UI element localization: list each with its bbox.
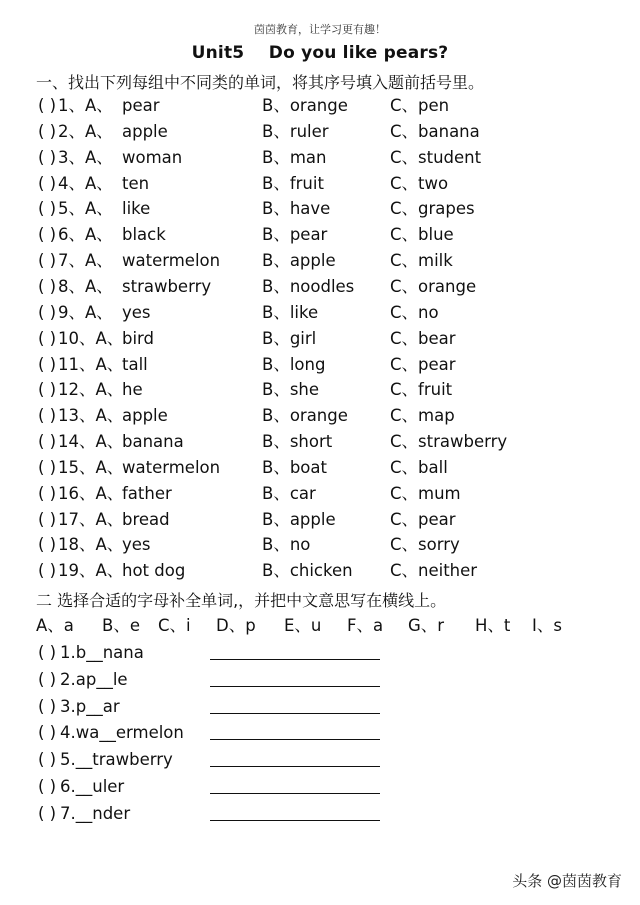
answer-paren: ( ) (38, 302, 57, 322)
section-2-heading: 二 选择合适的字母补全单词,，并把中文意思写在横线上。 (36, 591, 447, 610)
option-a: he (122, 380, 143, 400)
question-row (0, 429, 640, 455)
option-b: B、man (262, 147, 327, 167)
incomplete-word: 4.wa__ermelon (60, 723, 184, 743)
question-number: 4、A、 (58, 173, 113, 193)
option-b: B、short (262, 432, 333, 452)
option-b: B、orange (262, 406, 348, 426)
option-c: C、no (390, 302, 439, 322)
answer-paren: ( ) (38, 251, 57, 271)
option-c: C、strawberry (390, 432, 508, 452)
incomplete-word: 2.ap__le (60, 669, 128, 689)
option-a: apple (122, 406, 168, 426)
answer-line (210, 766, 380, 767)
watermark: 头条 @茵茵教育 (512, 872, 622, 890)
option-b: B、orange (262, 96, 348, 115)
question-number: 9、A、 (58, 302, 113, 322)
answer-paren: ( ) (38, 328, 57, 348)
incomplete-word: 6.__uler (60, 777, 125, 796)
incomplete-word: 1.b__nana (60, 643, 144, 662)
option-c: C、fruit (390, 380, 453, 400)
option-b: B、car (262, 483, 316, 503)
answer-line (210, 659, 380, 660)
option-b: B、pear (262, 225, 328, 245)
letter-option: H、t (475, 616, 511, 635)
answer-paren: ( ) (38, 696, 57, 716)
option-c: C、pear (390, 354, 456, 374)
option-a: yes (122, 535, 151, 555)
option-a: strawberry (122, 276, 212, 296)
answer-paren: ( ) (38, 561, 57, 581)
answer-paren: ( ) (38, 199, 57, 219)
letter-option: I、s (532, 616, 562, 635)
letter-option: F、a (347, 616, 384, 635)
option-a: tall (122, 354, 148, 374)
question-number: 16、A、 (58, 483, 124, 503)
option-a: watermelon (122, 457, 221, 477)
option-b: B、noodles (262, 276, 355, 296)
letter-option: A、a (36, 616, 74, 635)
letter-options (36, 614, 616, 638)
letter-option: E、u (284, 616, 322, 635)
option-a: watermelon (122, 251, 221, 271)
question-number: 7、A、 (58, 251, 113, 271)
answer-paren: ( ) (38, 354, 57, 374)
letter-option: G、r (408, 616, 445, 635)
option-a: banana (122, 432, 184, 452)
answer-paren: ( ) (38, 225, 57, 245)
question-row (0, 326, 640, 352)
question-number: 14、A、 (58, 432, 124, 452)
question-row (0, 274, 640, 300)
question-row (0, 119, 640, 145)
answer-line (210, 686, 380, 687)
fill-in-row (0, 720, 640, 746)
option-b: B、like (262, 302, 319, 322)
question-row (0, 300, 640, 326)
answer-line (210, 739, 380, 740)
option-c: C、pear (390, 509, 456, 529)
question-row (0, 558, 640, 584)
question-number: 17、A、 (58, 509, 124, 529)
answer-paren: ( ) (38, 723, 57, 743)
question-row (0, 377, 640, 403)
answer-paren: ( ) (38, 147, 57, 167)
option-a: yes (122, 302, 151, 322)
answer-paren: ( ) (38, 483, 57, 503)
answer-paren: ( ) (38, 669, 57, 689)
answer-paren: ( ) (38, 432, 57, 452)
option-a: hot dog (122, 561, 186, 581)
question-row (0, 352, 640, 378)
option-b: B、no (262, 535, 311, 555)
answer-line (210, 793, 380, 794)
option-c: C、map (390, 406, 455, 426)
fill-in-row (0, 694, 640, 720)
answer-paren: ( ) (38, 777, 57, 796)
fill-in-row (0, 640, 640, 666)
fill-in-row (0, 667, 640, 693)
question-number: 19、A、 (58, 561, 124, 581)
option-b: B、ruler (262, 121, 329, 141)
question-number: 15、A、 (58, 457, 124, 477)
answer-paren: ( ) (38, 121, 57, 141)
option-a: bird (122, 328, 155, 348)
option-c: C、milk (390, 251, 453, 271)
letter-option: B、e (102, 616, 140, 635)
option-b: B、chicken (262, 561, 353, 581)
question-row (0, 171, 640, 197)
question-number: 13、A、 (58, 406, 124, 426)
option-c: C、grapes (390, 199, 475, 219)
option-c: C、neither (390, 561, 478, 581)
answer-paren: ( ) (38, 173, 57, 193)
option-a: father (122, 483, 172, 503)
answer-line (210, 820, 380, 821)
option-a: bread (122, 509, 170, 529)
option-a: black (122, 225, 166, 245)
option-a: like (122, 199, 151, 219)
option-b: B、girl (262, 328, 317, 348)
option-c: C、blue (390, 225, 454, 245)
option-a: woman (122, 147, 183, 167)
fill-in-row (0, 801, 640, 827)
question-row (0, 248, 640, 274)
answer-line (210, 713, 380, 714)
question-row (0, 145, 640, 171)
question-row (0, 507, 640, 533)
question-number: 3、A、 (58, 147, 113, 167)
option-b: B、she (262, 380, 320, 400)
answer-paren: ( ) (38, 380, 57, 400)
option-b: B、boat (262, 457, 327, 477)
letter-option: D、p (216, 616, 256, 635)
section-1-heading: 一、找出下列每组中不同类的单词，将其序号填入题前括号里。 (36, 73, 485, 92)
question-number: 1、A、 (58, 96, 113, 115)
question-number: 18、A、 (58, 535, 124, 555)
question-number: 2、A、 (58, 121, 113, 141)
option-c: C、student (390, 147, 482, 167)
question-number: 12、A、 (58, 380, 124, 400)
option-a: pear (122, 96, 160, 115)
letter-option: C、i (158, 616, 191, 635)
option-c: C、orange (390, 276, 477, 296)
answer-paren: ( ) (38, 803, 57, 823)
question-number: 8、A、 (58, 276, 113, 296)
fill-in-row (0, 774, 640, 800)
question-row (0, 403, 640, 429)
option-b: B、apple (262, 251, 336, 271)
incomplete-word: 5.__trawberry (60, 750, 173, 770)
header-note: 茵茵教育，让学习更有趣！ (254, 23, 386, 36)
question-row (0, 532, 640, 558)
option-b: B、long (262, 354, 326, 374)
incomplete-word: 7.__nder (60, 803, 131, 823)
answer-paren: ( ) (38, 750, 57, 770)
option-b: B、fruit (262, 173, 324, 193)
answer-paren: ( ) (38, 276, 57, 296)
page-title: Unit5 Do you like pears? (191, 43, 449, 63)
option-c: C、ball (390, 457, 448, 477)
fill-in-row (0, 747, 640, 773)
question-number: 10、A、 (58, 328, 124, 348)
option-c: C、pen (390, 96, 450, 115)
question-row (0, 196, 640, 222)
option-a: ten (122, 173, 150, 193)
question-row (0, 455, 640, 481)
answer-paren: ( ) (38, 457, 57, 477)
question-row (0, 222, 640, 248)
option-c: C、two (390, 173, 449, 193)
option-c: C、mum (390, 483, 461, 503)
answer-paren: ( ) (38, 406, 57, 426)
question-number: 6、A、 (58, 225, 113, 245)
question-number: 11、A、 (58, 354, 124, 374)
answer-paren: ( ) (38, 643, 57, 662)
option-b: B、apple (262, 509, 336, 529)
question-row (0, 93, 640, 119)
question-row (0, 481, 640, 507)
option-c: C、bear (390, 328, 456, 348)
option-b: B、have (262, 199, 331, 219)
option-c: C、sorry (390, 535, 460, 555)
answer-paren: ( ) (38, 509, 57, 529)
option-a: apple (122, 121, 168, 141)
answer-paren: ( ) (38, 535, 57, 555)
option-c: C、banana (390, 121, 480, 141)
question-number: 5、A、 (58, 199, 113, 219)
answer-paren: ( ) (38, 96, 57, 115)
incomplete-word: 3.p__ar (60, 696, 120, 716)
